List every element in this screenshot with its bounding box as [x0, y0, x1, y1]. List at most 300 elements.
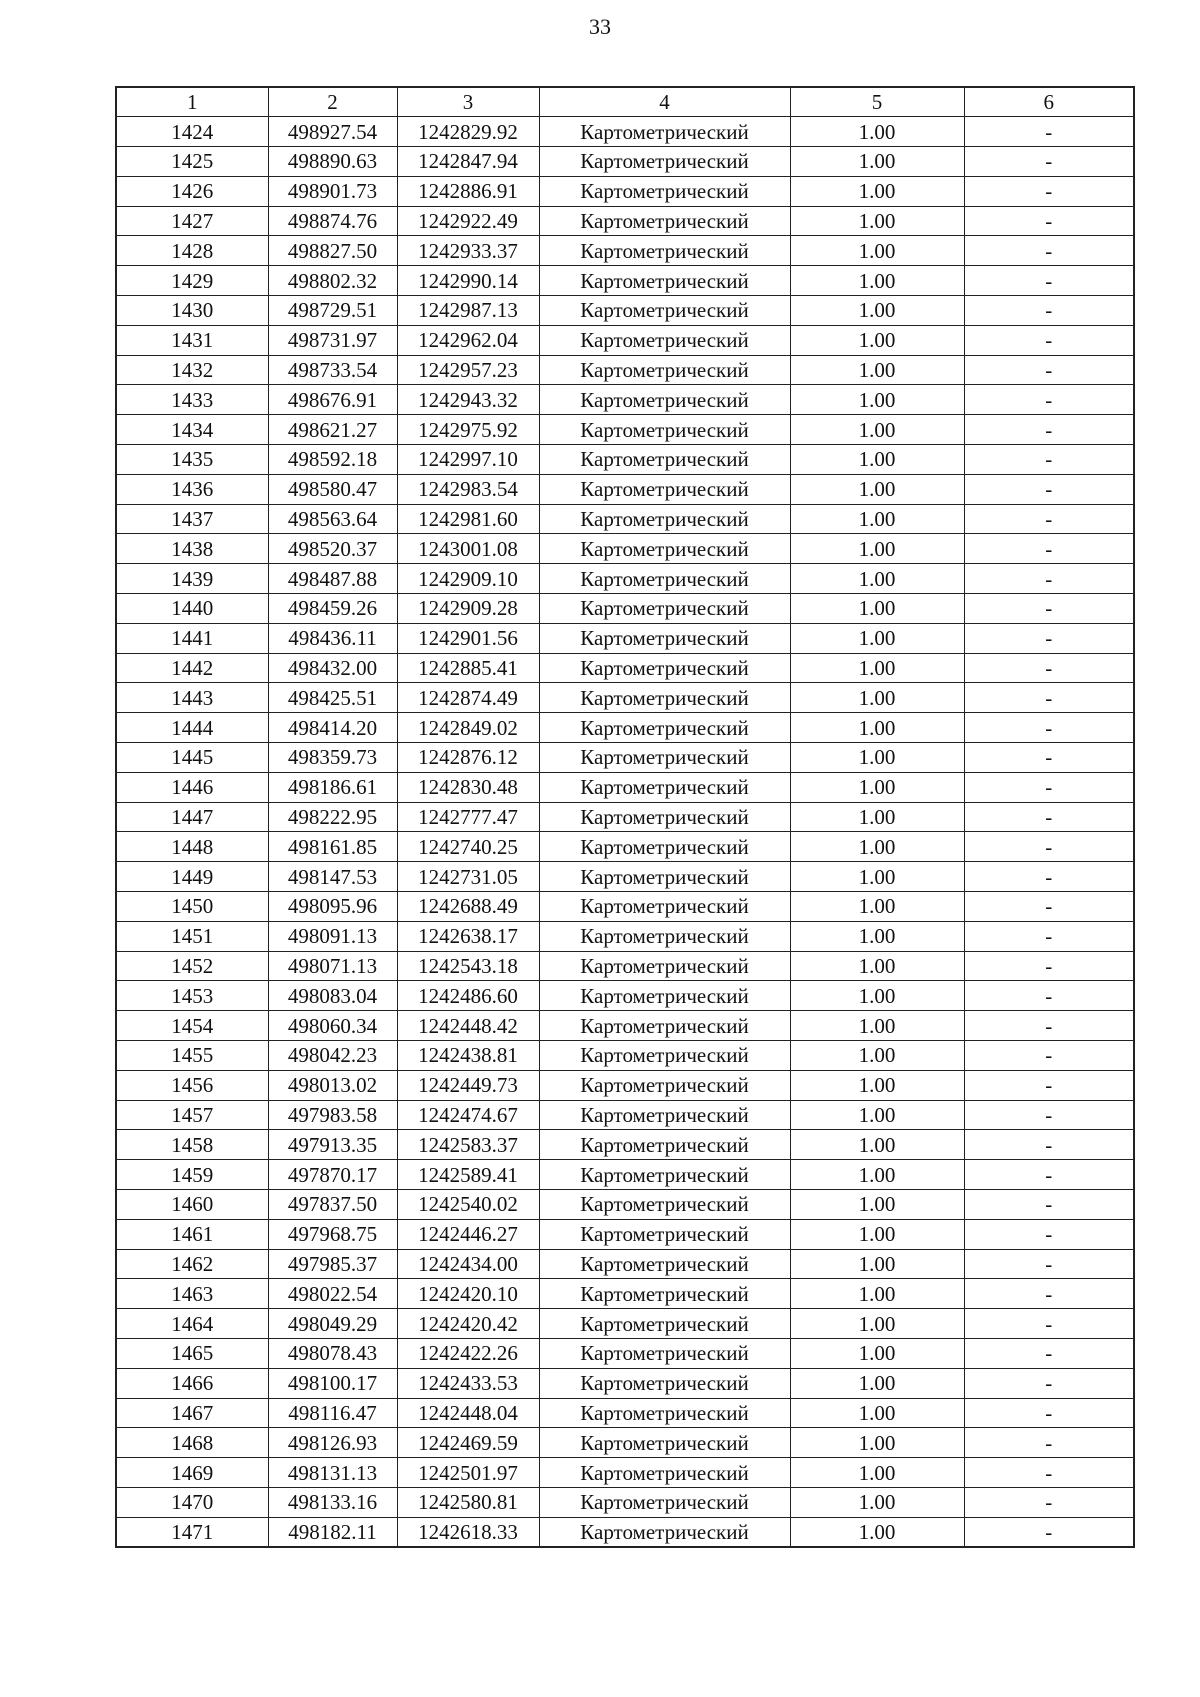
cell-x-coordinate: 498091.13: [268, 921, 397, 951]
cell-point-number: 1454: [116, 1011, 268, 1041]
cell-y-coordinate: 1242540.02: [397, 1189, 539, 1219]
cell-y-coordinate: 1242847.94: [397, 147, 539, 177]
cell-note: -: [964, 147, 1134, 177]
cell-accuracy: 1.00: [790, 921, 964, 951]
column-header-5: 5: [790, 87, 964, 117]
cell-point-number: 1455: [116, 1041, 268, 1071]
cell-accuracy: 1.00: [790, 117, 964, 147]
cell-accuracy: 1.00: [790, 892, 964, 922]
cell-accuracy: 1.00: [790, 623, 964, 653]
cell-x-coordinate: 498071.13: [268, 951, 397, 981]
cell-x-coordinate: 497985.37: [268, 1249, 397, 1279]
cell-point-number: 1442: [116, 653, 268, 683]
cell-accuracy: 1.00: [790, 415, 964, 445]
header-row: [116, 87, 1134, 117]
cell-accuracy: 1.00: [790, 206, 964, 236]
cell-note: -: [964, 892, 1134, 922]
table-row: [116, 653, 1134, 683]
cell-note: -: [964, 1219, 1134, 1249]
cell-method: Картометрический: [539, 921, 790, 951]
cell-y-coordinate: 1242474.67: [397, 1100, 539, 1130]
cell-accuracy: 1.00: [790, 802, 964, 832]
cell-point-number: 1424: [116, 117, 268, 147]
cell-x-coordinate: 498131.13: [268, 1458, 397, 1488]
cell-accuracy: 1.00: [790, 564, 964, 594]
table-row: [116, 445, 1134, 475]
cell-note: -: [964, 862, 1134, 892]
cell-accuracy: 1.00: [790, 296, 964, 326]
table-row: [116, 1070, 1134, 1100]
cell-x-coordinate: 497968.75: [268, 1219, 397, 1249]
table-row: [116, 743, 1134, 773]
table-row: [116, 117, 1134, 147]
cell-x-coordinate: 498116.47: [268, 1398, 397, 1428]
cell-note: -: [964, 266, 1134, 296]
cell-y-coordinate: 1242909.28: [397, 594, 539, 624]
cell-y-coordinate: 1242638.17: [397, 921, 539, 951]
cell-method: Картометрический: [539, 1249, 790, 1279]
table-header: [116, 87, 1134, 117]
cell-accuracy: 1.00: [790, 1189, 964, 1219]
cell-point-number: 1440: [116, 594, 268, 624]
cell-point-number: 1433: [116, 385, 268, 415]
table-row: [116, 1458, 1134, 1488]
table-row: [116, 1041, 1134, 1071]
cell-point-number: 1428: [116, 236, 268, 266]
cell-x-coordinate: 498676.91: [268, 385, 397, 415]
cell-x-coordinate: 498013.02: [268, 1070, 397, 1100]
table-row: [116, 147, 1134, 177]
cell-point-number: 1461: [116, 1219, 268, 1249]
table-row: [116, 623, 1134, 653]
cell-accuracy: 1.00: [790, 504, 964, 534]
table-row: [116, 236, 1134, 266]
cell-accuracy: 1.00: [790, 772, 964, 802]
cell-x-coordinate: 498060.34: [268, 1011, 397, 1041]
table-row: [116, 385, 1134, 415]
cell-point-number: 1426: [116, 176, 268, 206]
cell-note: -: [964, 802, 1134, 832]
cell-accuracy: 1.00: [790, 1011, 964, 1041]
cell-method: Картометрический: [539, 1011, 790, 1041]
table-row: [116, 1517, 1134, 1547]
cell-point-number: 1431: [116, 325, 268, 355]
cell-accuracy: 1.00: [790, 147, 964, 177]
cell-method: Картометрический: [539, 772, 790, 802]
cell-accuracy: 1.00: [790, 832, 964, 862]
table-row: [116, 772, 1134, 802]
cell-accuracy: 1.00: [790, 1517, 964, 1547]
cell-note: -: [964, 355, 1134, 385]
cell-point-number: 1465: [116, 1338, 268, 1368]
cell-point-number: 1443: [116, 683, 268, 713]
cell-method: Картометрический: [539, 1100, 790, 1130]
cell-method: Картометрический: [539, 1338, 790, 1368]
table-row: [116, 1011, 1134, 1041]
cell-method: Картометрический: [539, 743, 790, 773]
cell-x-coordinate: 498487.88: [268, 564, 397, 594]
cell-note: -: [964, 683, 1134, 713]
cell-method: Картометрический: [539, 951, 790, 981]
cell-y-coordinate: 1242583.37: [397, 1130, 539, 1160]
cell-y-coordinate: 1242876.12: [397, 743, 539, 773]
table-row: [116, 1189, 1134, 1219]
cell-note: -: [964, 921, 1134, 951]
cell-point-number: 1439: [116, 564, 268, 594]
table-row: [116, 474, 1134, 504]
cell-note: -: [964, 236, 1134, 266]
cell-method: Картометрический: [539, 892, 790, 922]
cell-y-coordinate: 1242433.53: [397, 1368, 539, 1398]
cell-point-number: 1451: [116, 921, 268, 951]
cell-y-coordinate: 1243001.08: [397, 534, 539, 564]
cell-x-coordinate: 497837.50: [268, 1189, 397, 1219]
cell-x-coordinate: 498222.95: [268, 802, 397, 832]
cell-accuracy: 1.00: [790, 1309, 964, 1339]
cell-accuracy: 1.00: [790, 653, 964, 683]
cell-accuracy: 1.00: [790, 1458, 964, 1488]
cell-x-coordinate: 498802.32: [268, 266, 397, 296]
cell-x-coordinate: 498425.51: [268, 683, 397, 713]
table-row: [116, 951, 1134, 981]
cell-note: -: [964, 1428, 1134, 1458]
table-row: [116, 1249, 1134, 1279]
cell-method: Картометрический: [539, 1189, 790, 1219]
cell-y-coordinate: 1242830.48: [397, 772, 539, 802]
cell-x-coordinate: 498100.17: [268, 1368, 397, 1398]
cell-point-number: 1452: [116, 951, 268, 981]
table-row: [116, 1398, 1134, 1428]
cell-y-coordinate: 1242901.56: [397, 623, 539, 653]
cell-y-coordinate: 1242777.47: [397, 802, 539, 832]
cell-method: Картометрический: [539, 296, 790, 326]
cell-point-number: 1448: [116, 832, 268, 862]
cell-method: Картометрический: [539, 623, 790, 653]
cell-x-coordinate: 498901.73: [268, 176, 397, 206]
cell-x-coordinate: 498890.63: [268, 147, 397, 177]
cell-x-coordinate: 498078.43: [268, 1338, 397, 1368]
cell-accuracy: 1.00: [790, 445, 964, 475]
cell-note: -: [964, 1011, 1134, 1041]
cell-x-coordinate: 498827.50: [268, 236, 397, 266]
table-row: [116, 564, 1134, 594]
coordinates-table: [115, 86, 1135, 1548]
cell-note: -: [964, 504, 1134, 534]
cell-y-coordinate: 1242874.49: [397, 683, 539, 713]
cell-x-coordinate: 498580.47: [268, 474, 397, 504]
cell-point-number: 1447: [116, 802, 268, 832]
cell-note: -: [964, 594, 1134, 624]
cell-point-number: 1436: [116, 474, 268, 504]
cell-y-coordinate: 1242543.18: [397, 951, 539, 981]
cell-y-coordinate: 1242688.49: [397, 892, 539, 922]
cell-method: Картометрический: [539, 534, 790, 564]
cell-note: -: [964, 623, 1134, 653]
cell-y-coordinate: 1242933.37: [397, 236, 539, 266]
cell-accuracy: 1.00: [790, 594, 964, 624]
table-row: [116, 921, 1134, 951]
cell-point-number: 1441: [116, 623, 268, 653]
cell-method: Картометрический: [539, 266, 790, 296]
cell-y-coordinate: 1242469.59: [397, 1428, 539, 1458]
cell-y-coordinate: 1242438.81: [397, 1041, 539, 1071]
cell-point-number: 1459: [116, 1160, 268, 1190]
cell-point-number: 1456: [116, 1070, 268, 1100]
cell-y-coordinate: 1242434.00: [397, 1249, 539, 1279]
cell-point-number: 1434: [116, 415, 268, 445]
cell-x-coordinate: 498592.18: [268, 445, 397, 475]
cell-x-coordinate: 498436.11: [268, 623, 397, 653]
cell-y-coordinate: 1242448.42: [397, 1011, 539, 1041]
cell-method: Картометрический: [539, 1160, 790, 1190]
table-row: [116, 862, 1134, 892]
table-row: [116, 325, 1134, 355]
cell-accuracy: 1.00: [790, 683, 964, 713]
cell-note: -: [964, 564, 1134, 594]
table-row: [116, 713, 1134, 743]
cell-note: -: [964, 1160, 1134, 1190]
cell-method: Картометрический: [539, 981, 790, 1011]
cell-note: -: [964, 713, 1134, 743]
cell-y-coordinate: 1242962.04: [397, 325, 539, 355]
cell-note: -: [964, 1070, 1134, 1100]
cell-accuracy: 1.00: [790, 743, 964, 773]
table-row: [116, 892, 1134, 922]
column-header-3: 3: [397, 87, 539, 117]
cell-x-coordinate: 498731.97: [268, 325, 397, 355]
cell-note: -: [964, 325, 1134, 355]
cell-x-coordinate: 498133.16: [268, 1487, 397, 1517]
cell-method: Картометрический: [539, 1487, 790, 1517]
cell-method: Картометрический: [539, 1041, 790, 1071]
cell-method: Картометрический: [539, 355, 790, 385]
cell-point-number: 1470: [116, 1487, 268, 1517]
cell-accuracy: 1.00: [790, 1398, 964, 1428]
cell-x-coordinate: 497983.58: [268, 1100, 397, 1130]
cell-point-number: 1458: [116, 1130, 268, 1160]
cell-y-coordinate: 1242580.81: [397, 1487, 539, 1517]
cell-method: Картометрический: [539, 862, 790, 892]
cell-point-number: 1435: [116, 445, 268, 475]
cell-point-number: 1425: [116, 147, 268, 177]
column-header-4: 4: [539, 87, 790, 117]
table-row: [116, 176, 1134, 206]
cell-x-coordinate: 498729.51: [268, 296, 397, 326]
table-row: [116, 206, 1134, 236]
cell-point-number: 1444: [116, 713, 268, 743]
cell-y-coordinate: 1242618.33: [397, 1517, 539, 1547]
cell-accuracy: 1.00: [790, 1279, 964, 1309]
cell-method: Картометрический: [539, 1309, 790, 1339]
cell-y-coordinate: 1242420.10: [397, 1279, 539, 1309]
cell-x-coordinate: 498414.20: [268, 713, 397, 743]
cell-accuracy: 1.00: [790, 474, 964, 504]
cell-method: Картометрический: [539, 653, 790, 683]
cell-accuracy: 1.00: [790, 951, 964, 981]
cell-accuracy: 1.00: [790, 236, 964, 266]
table-row: [116, 266, 1134, 296]
cell-accuracy: 1.00: [790, 1041, 964, 1071]
cell-y-coordinate: 1242829.92: [397, 117, 539, 147]
cell-method: Картометрический: [539, 1279, 790, 1309]
table-row: [116, 981, 1134, 1011]
cell-note: -: [964, 296, 1134, 326]
cell-point-number: 1449: [116, 862, 268, 892]
cell-point-number: 1437: [116, 504, 268, 534]
cell-x-coordinate: 498432.00: [268, 653, 397, 683]
cell-x-coordinate: 498161.85: [268, 832, 397, 862]
table-row: [116, 1487, 1134, 1517]
cell-note: -: [964, 1249, 1134, 1279]
cell-point-number: 1432: [116, 355, 268, 385]
cell-method: Картометрический: [539, 445, 790, 475]
cell-y-coordinate: 1242420.42: [397, 1309, 539, 1339]
table-row: [116, 355, 1134, 385]
table-row: [116, 832, 1134, 862]
cell-method: Картометрический: [539, 236, 790, 266]
table-row: [116, 594, 1134, 624]
cell-x-coordinate: 498042.23: [268, 1041, 397, 1071]
cell-note: -: [964, 1398, 1134, 1428]
cell-x-coordinate: 498874.76: [268, 206, 397, 236]
table-row: [116, 1219, 1134, 1249]
cell-x-coordinate: 497870.17: [268, 1160, 397, 1190]
cell-x-coordinate: 498520.37: [268, 534, 397, 564]
cell-x-coordinate: 498083.04: [268, 981, 397, 1011]
cell-method: Картометрический: [539, 1428, 790, 1458]
cell-note: -: [964, 743, 1134, 773]
cell-x-coordinate: 498126.93: [268, 1428, 397, 1458]
cell-y-coordinate: 1242886.91: [397, 176, 539, 206]
cell-point-number: 1453: [116, 981, 268, 1011]
cell-x-coordinate: 498022.54: [268, 1279, 397, 1309]
cell-method: Картометрический: [539, 474, 790, 504]
cell-y-coordinate: 1242740.25: [397, 832, 539, 862]
cell-method: Картометрический: [539, 802, 790, 832]
cell-note: -: [964, 1130, 1134, 1160]
cell-point-number: 1462: [116, 1249, 268, 1279]
cell-method: Картометрический: [539, 1458, 790, 1488]
cell-x-coordinate: 498186.61: [268, 772, 397, 802]
cell-accuracy: 1.00: [790, 1160, 964, 1190]
cell-y-coordinate: 1242501.97: [397, 1458, 539, 1488]
cell-accuracy: 1.00: [790, 1130, 964, 1160]
cell-y-coordinate: 1242975.92: [397, 415, 539, 445]
cell-point-number: 1464: [116, 1309, 268, 1339]
cell-point-number: 1460: [116, 1189, 268, 1219]
cell-point-number: 1446: [116, 772, 268, 802]
cell-note: -: [964, 117, 1134, 147]
table-row: [116, 1309, 1134, 1339]
table-row: [116, 296, 1134, 326]
cell-x-coordinate: 498095.96: [268, 892, 397, 922]
cell-accuracy: 1.00: [790, 981, 964, 1011]
cell-note: -: [964, 534, 1134, 564]
cell-point-number: 1429: [116, 266, 268, 296]
cell-point-number: 1467: [116, 1398, 268, 1428]
cell-note: -: [964, 1368, 1134, 1398]
cell-note: -: [964, 474, 1134, 504]
cell-note: -: [964, 1487, 1134, 1517]
cell-note: -: [964, 415, 1134, 445]
cell-y-coordinate: 1242731.05: [397, 862, 539, 892]
cell-accuracy: 1.00: [790, 1428, 964, 1458]
column-header-6: 6: [964, 87, 1134, 117]
cell-method: Картометрический: [539, 147, 790, 177]
cell-note: -: [964, 653, 1134, 683]
cell-note: -: [964, 1309, 1134, 1339]
cell-note: -: [964, 176, 1134, 206]
cell-y-coordinate: 1242983.54: [397, 474, 539, 504]
column-header-1: 1: [116, 87, 268, 117]
cell-x-coordinate: 498927.54: [268, 117, 397, 147]
cell-point-number: 1471: [116, 1517, 268, 1547]
cell-note: -: [964, 951, 1134, 981]
cell-note: -: [964, 385, 1134, 415]
cell-accuracy: 1.00: [790, 1249, 964, 1279]
cell-method: Картометрический: [539, 325, 790, 355]
cell-accuracy: 1.00: [790, 862, 964, 892]
cell-note: -: [964, 445, 1134, 475]
cell-method: Картометрический: [539, 832, 790, 862]
cell-point-number: 1430: [116, 296, 268, 326]
cell-x-coordinate: 498459.26: [268, 594, 397, 624]
cell-note: -: [964, 981, 1134, 1011]
cell-note: -: [964, 832, 1134, 862]
cell-note: -: [964, 1100, 1134, 1130]
cell-method: Картометрический: [539, 683, 790, 713]
cell-note: -: [964, 1458, 1134, 1488]
cell-method: Картометрический: [539, 1219, 790, 1249]
column-header-2: 2: [268, 87, 397, 117]
cell-y-coordinate: 1242990.14: [397, 266, 539, 296]
table-row: [116, 1130, 1134, 1160]
table-row: [116, 415, 1134, 445]
cell-accuracy: 1.00: [790, 1070, 964, 1100]
cell-x-coordinate: 498182.11: [268, 1517, 397, 1547]
cell-note: -: [964, 1041, 1134, 1071]
cell-y-coordinate: 1242449.73: [397, 1070, 539, 1100]
cell-method: Картометрический: [539, 594, 790, 624]
cell-y-coordinate: 1242943.32: [397, 385, 539, 415]
table-row: [116, 802, 1134, 832]
table-row: [116, 1279, 1134, 1309]
table-row: [116, 534, 1134, 564]
cell-y-coordinate: 1242909.10: [397, 564, 539, 594]
cell-method: Картометрический: [539, 1398, 790, 1428]
cell-x-coordinate: 498563.64: [268, 504, 397, 534]
cell-point-number: 1466: [116, 1368, 268, 1398]
cell-x-coordinate: 498733.54: [268, 355, 397, 385]
cell-note: -: [964, 1517, 1134, 1547]
cell-y-coordinate: 1242987.13: [397, 296, 539, 326]
cell-accuracy: 1.00: [790, 1100, 964, 1130]
cell-point-number: 1469: [116, 1458, 268, 1488]
table-body: [116, 117, 1134, 1547]
cell-y-coordinate: 1242422.26: [397, 1338, 539, 1368]
cell-point-number: 1468: [116, 1428, 268, 1458]
cell-accuracy: 1.00: [790, 534, 964, 564]
table-row: [116, 1368, 1134, 1398]
cell-accuracy: 1.00: [790, 1368, 964, 1398]
cell-note: -: [964, 1279, 1134, 1309]
cell-accuracy: 1.00: [790, 1338, 964, 1368]
cell-method: Картометрический: [539, 117, 790, 147]
table-row: [116, 504, 1134, 534]
table-row: [116, 683, 1134, 713]
cell-x-coordinate: 498049.29: [268, 1309, 397, 1339]
cell-y-coordinate: 1242957.23: [397, 355, 539, 385]
